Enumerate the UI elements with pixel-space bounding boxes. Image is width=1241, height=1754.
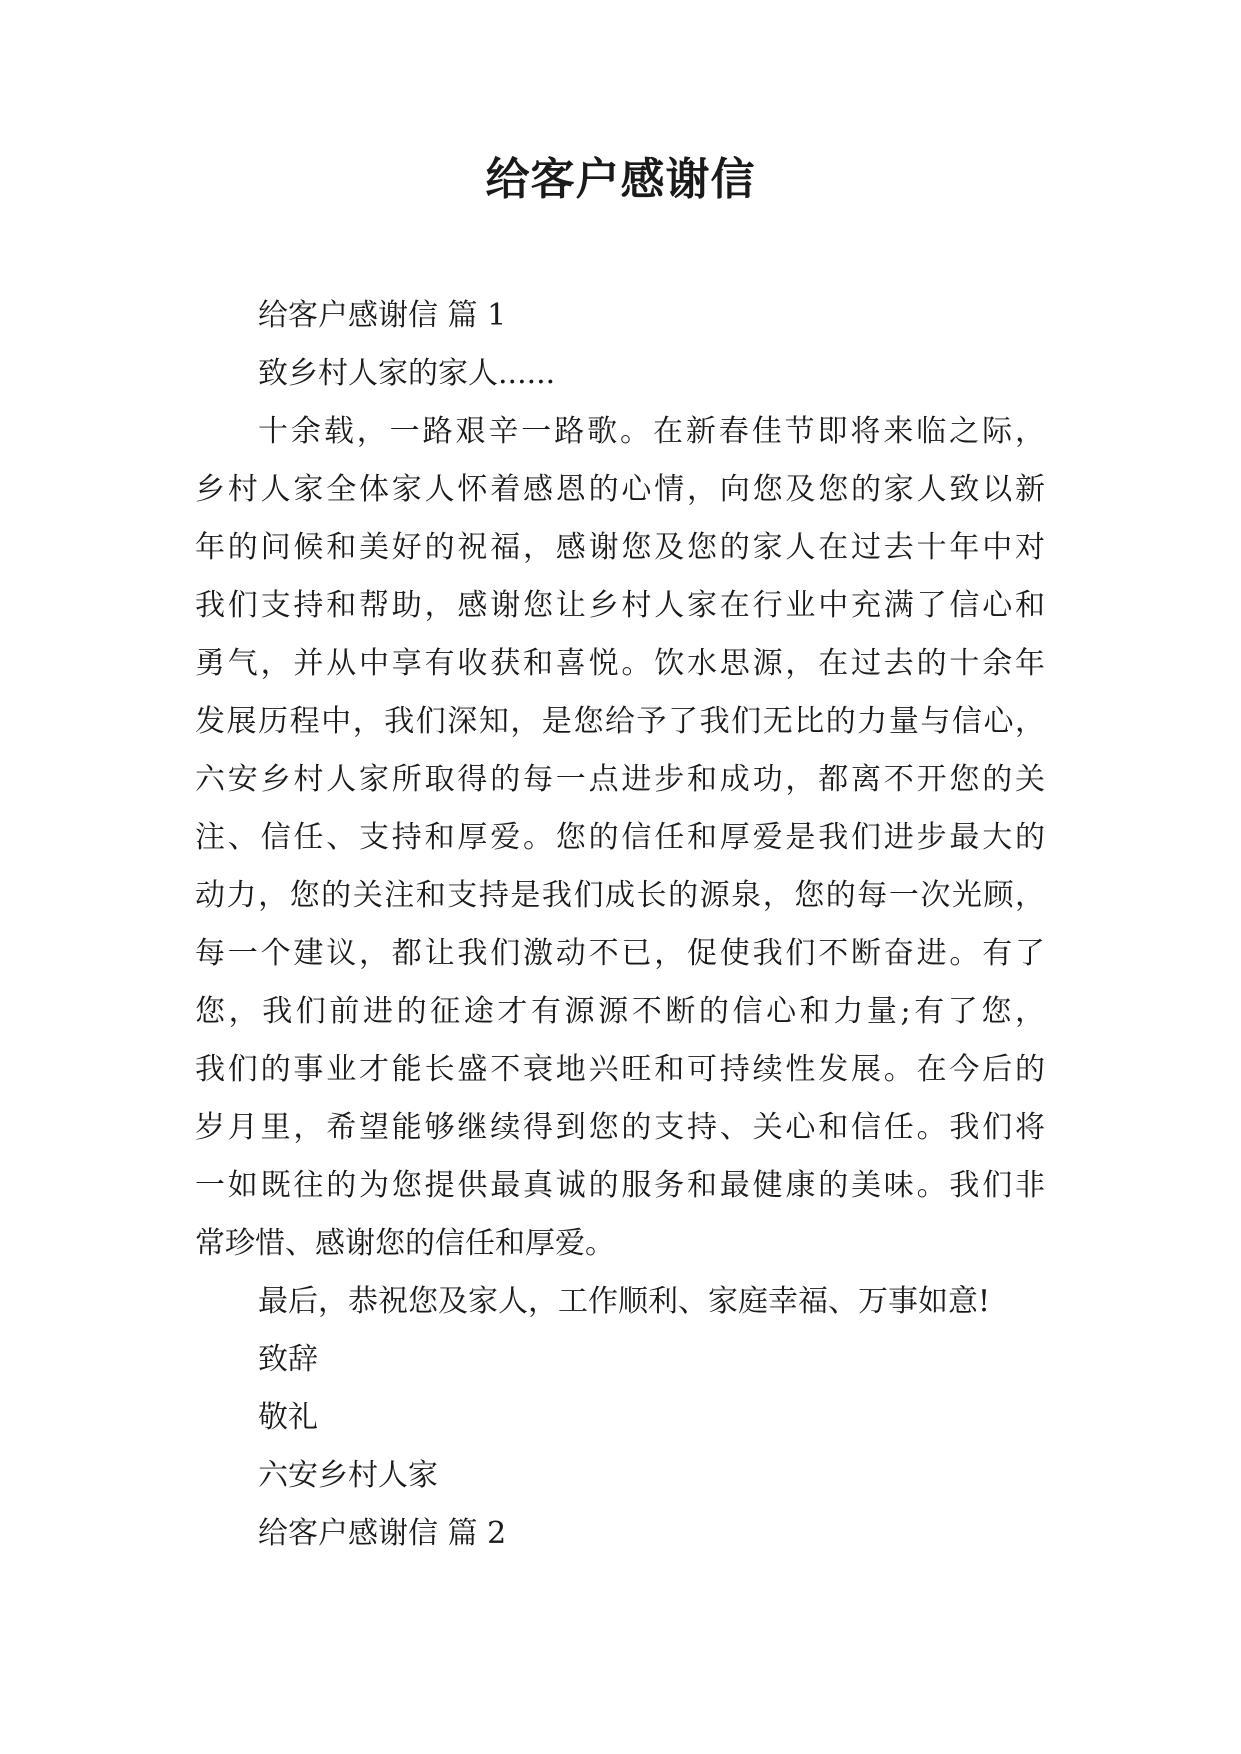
body-line: 乡村人家全体家人怀着感恩的心情，向您及您的家人致以新 bbox=[195, 472, 1045, 507]
body-line: 每一个建议，都让我们激动不已，促使我们不断奋进。有了 bbox=[195, 936, 1045, 971]
body-line: 常珍惜、感谢您的信任和厚爱。 bbox=[195, 1226, 615, 1261]
body-line: 发展历程中，我们深知，是您给予了我们无比的力量与信心， bbox=[195, 704, 1045, 739]
body-line: 勇气，并从中享有收获和喜悦。饮水思源，在过去的十余年 bbox=[195, 646, 1045, 681]
body-line: 十余载，一路艰辛一路歌。在新春佳节即将来临之际， bbox=[258, 414, 1045, 449]
salutation: 致乡村人家的家人...... bbox=[258, 356, 556, 391]
document-body bbox=[195, 287, 1045, 1563]
closing-remark: 致辞 bbox=[258, 1342, 318, 1377]
closing-wish: 最后，恭祝您及家人，工作顺利、家庭幸福、万事如意! bbox=[258, 1284, 991, 1319]
closing-salute: 敬礼 bbox=[258, 1400, 318, 1435]
body-line: 岁月里，希望能够继续得到您的支持、关心和信任。我们将 bbox=[195, 1110, 1045, 1145]
body-line: 我们支持和帮助，感谢您让乡村人家在行业中充满了信心和 bbox=[195, 588, 1045, 623]
body-line: 您，我们前进的征途才有源源不断的信心和力量;有了您， bbox=[195, 994, 1045, 1029]
section-heading-1: 给客户感谢信 篇 1 bbox=[258, 298, 507, 333]
body-line: 一如既往的为您提供最真诚的服务和最健康的美味。我们非 bbox=[195, 1168, 1045, 1203]
body-line: 六安乡村人家所取得的每一点进步和成功，都离不开您的关 bbox=[195, 762, 1045, 797]
body-line: 我们的事业才能长盛不衰地兴旺和可持续性发展。在今后的 bbox=[195, 1052, 1045, 1087]
body-line: 动力，您的关注和支持是我们成长的源泉，您的每一次光顾， bbox=[195, 878, 1045, 913]
document-title: 给客户感谢信 bbox=[485, 154, 756, 205]
signature: 六安乡村人家 bbox=[258, 1458, 438, 1493]
section-heading-2: 给客户感谢信 篇 2 bbox=[258, 1516, 507, 1551]
body-line: 年的问候和美好的祝福，感谢您及您的家人在过去十年中对 bbox=[195, 530, 1045, 565]
body-line: 注、信任、支持和厚爱。您的信任和厚爱是我们进步最大的 bbox=[195, 820, 1045, 855]
